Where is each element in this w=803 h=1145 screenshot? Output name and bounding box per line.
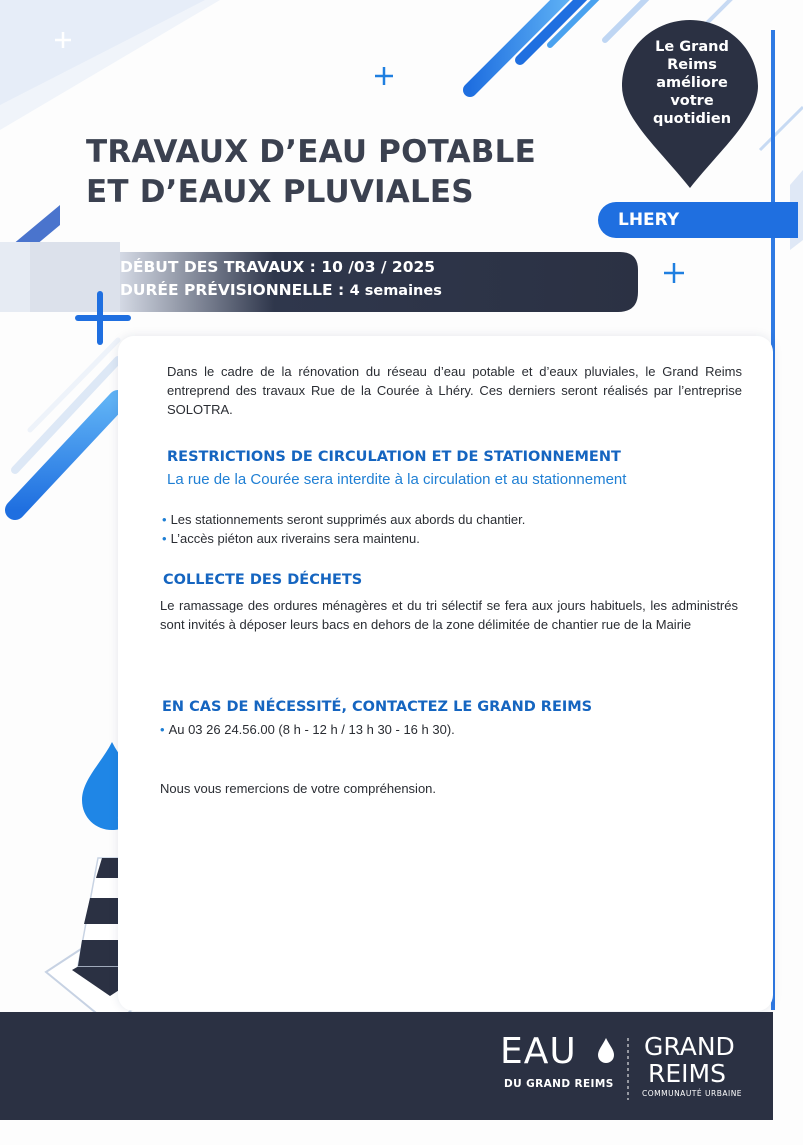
eau-logo-text: EAU [500, 1031, 577, 1072]
thanks-text: Nous vous remercions de votre compréhension. [160, 781, 437, 796]
plus-icon [375, 67, 393, 85]
grand-reims-logo-grand: GRAND [644, 1032, 735, 1061]
contact-phone: • Au 03 26 24.56.00 (8 h - 12 h / 13 h 30 - 16 h 30). [160, 722, 455, 737]
contact-heading: EN CAS DE NÉCESSITÉ, CONTACTEZ LE GRAND REIMS [162, 699, 593, 715]
grand-reims-logo-subtitle: COMMUNAUTÉ URBAINE [642, 1089, 743, 1098]
list-item: • Les stationnements seront supprimés aux abords du chantier. [162, 512, 526, 527]
start-date: DÉBUT DES TRAVAUX : 10 /03 / 2025 [120, 258, 436, 276]
duration: DURÉE PRÉVISIONNELLE : 4 semaines [120, 281, 442, 299]
dates-banner [120, 256, 442, 303]
contact-list [160, 720, 455, 739]
restrictions-list [162, 510, 525, 548]
drop-logo-icon [598, 1038, 614, 1063]
waste-heading: COLLECTE DES DÉCHETS [163, 572, 363, 588]
waste-text: Le ramassage des ordures ménagères et du tri sélectif se fera aux jours habituels, les administrés sont invités à déposer leurs bacs en dehors de la zone délimitée de chantier rue de la Mairie [160, 598, 738, 632]
list-item: • L’accès piéton aux riverains sera maintenu. [162, 531, 420, 546]
pin-slogan: Le Grand Reims améliore votre quotidien [652, 39, 732, 127]
plus-icon [664, 263, 684, 283]
left-stripes [15, 340, 118, 510]
intro-text: Dans le cadre de la rénovation du réseau d’eau potable et d’eaux pluviales, le Grand Reims entreprend des travaux Rue de la Courée à Lhéry. Ces derniers seront réalisés par l’entreprise SOLOTRA. [167, 364, 742, 417]
eau-logo-subtitle: DU GRAND REIMS [504, 1078, 614, 1090]
page-title: TRAVAUX D’EAU POTABLE ET D’EAUX PLUVIALES [86, 134, 536, 210]
restrictions-subheading: La rue de la Courée sera interdite à la circulation et au stationnement [167, 471, 627, 488]
content-card [118, 336, 773, 1011]
grand-reims-logo-reims: REIMS [648, 1059, 726, 1088]
restrictions-heading: RESTRICTIONS DE CIRCULATION ET DE STATIONNEMENT [167, 449, 621, 465]
location-label: LHERY [598, 202, 798, 238]
